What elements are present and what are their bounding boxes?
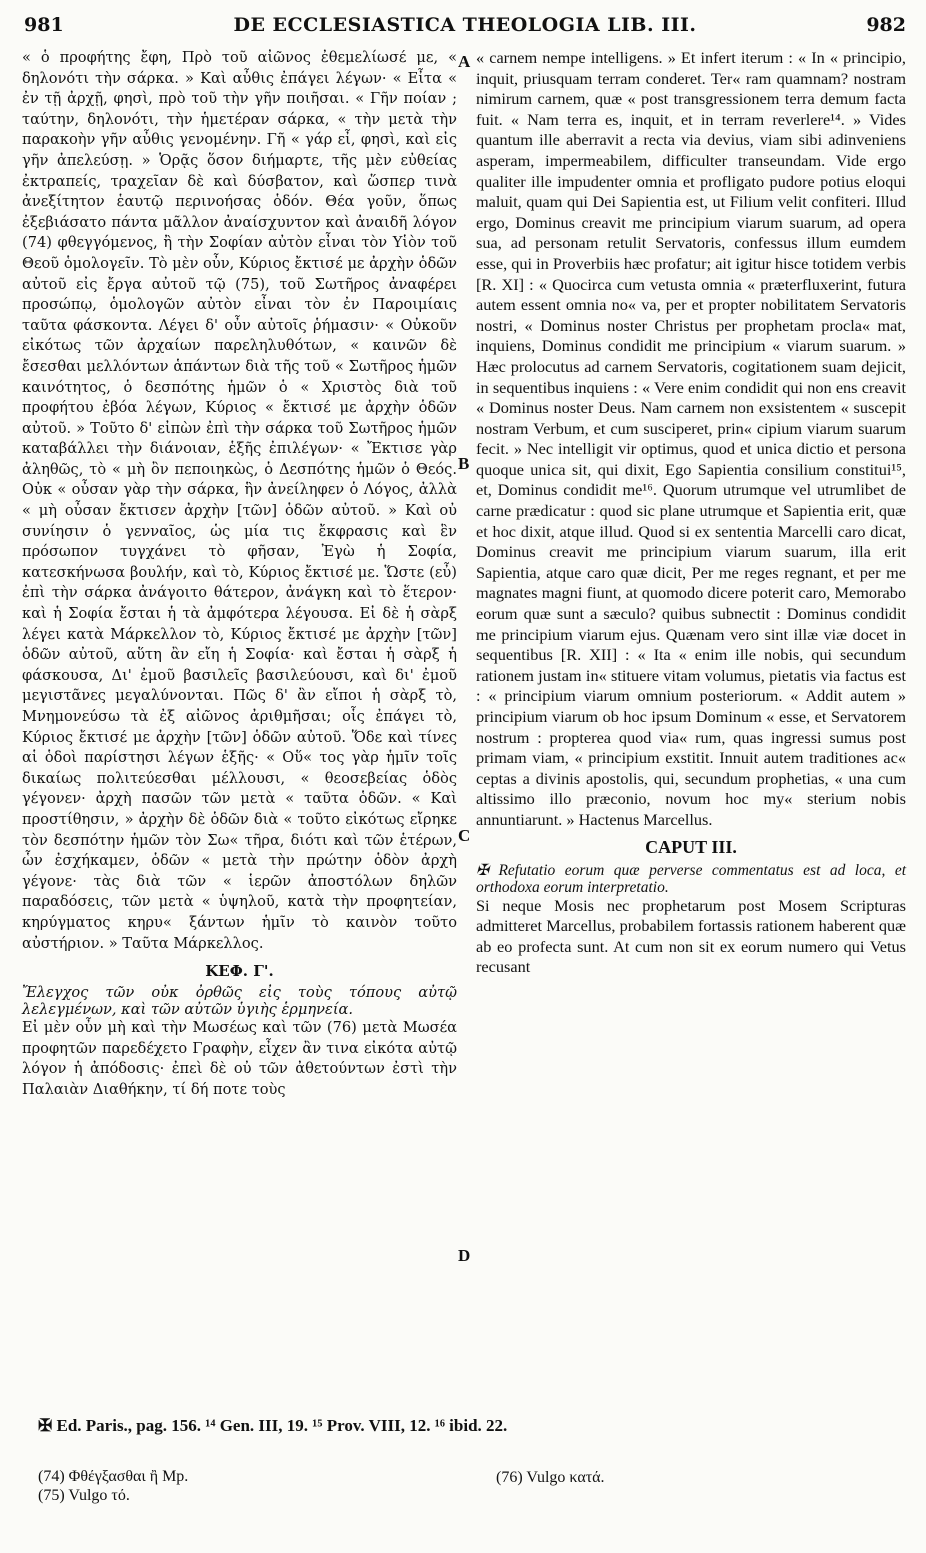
greek-chapter-text: Εἰ μὲν οὖν μὴ καὶ τὴν Μωσέως καὶ τῶν (76) μετὰ Μωσέα προφητῶν παρεδέχετο Γραφὴν, εἶχεν ἂν τινα εἰκότα αὐτῷ λόγον ἡ ἀπόδοσις· ἐπεὶ δὲ οὐ τῶν ἀθετούντων ἐστὶ τὴν Παλαιὰν Διαθήκην, τί δή ποτε τοὺς: [22, 1019, 457, 1098]
margin-letter-a: A: [458, 52, 471, 71]
latin-chapter-subtitle: ✠ Refutatio eorum quæ perverse commentatus est ad loca, et orthodoxa eorum interpretatio.: [476, 861, 906, 896]
footnote-references: ✠ Ed. Paris., pag. 156. ¹⁴ Gen. III, 19. ¹⁵ Prov. VIII, 12. ¹⁶ ibid. 22.: [38, 1416, 508, 1435]
page-number-right: 982: [866, 14, 906, 36]
page-number-left: 981: [24, 14, 64, 36]
latin-chapter-heading: CAPUT III.: [645, 836, 737, 857]
greek-chapter-heading: ΚΕΦ. Γ'.: [205, 962, 274, 981]
margin-letter-d: D: [458, 1246, 471, 1265]
margin-letter-c: C: [458, 826, 471, 845]
textual-notes-right: [496, 1469, 605, 1487]
greek-chapter-subtitle: Ἔλεγχος τῶν οὐκ ὀρθῶς εἰς τοὺς τόπους αὐτῷ λελεγμένων, καὶ τῶν αὐτῶν ὑγιὴς ἑρμηνεία.: [22, 984, 457, 1019]
greek-body-text: « ὁ προφήτης ἔφη, Πρὸ τοῦ αἰῶνος ἐθεμελίωσέ με, « δηλονότι τὴν σάρκα. » Καὶ αὖθις ἐπάγει λέγων· « Εἶτα « ἐν τῇ ἀρχῇ, φησὶ, πρὸ τοῦ τὴν γῆν ποιῆσαι. « Γῆν ποίαν ; ταύτην, δηλονότι, τὴν ἡμετέραν σάρκα, « τὴν μετὰ τὴν παρακοὴν γῆν αὖθις γενομένην. Γῆ « γάρ εἶ, φησὶ, καὶ εἰς γῆν ἀπελεύσῃ. » Ὁρᾷς ὅσον διήμαρτε, τῆς μὲν εὐθείας ἐκτραπείς, τραχεῖαν δὲ καὶ δύσβατον, καὶ ὥσπερ τινὰ ἀνεξίτητον ἑαυτῷ περινοήσας ὁδόν. Θέα γοῦν, ὅπως ἐξεβιάσατο πάντα μᾶλλον ἀναίσχυντον καὶ ἀναιδῆ λόγον (74) φθεγγόμενος, ἢ τὴν Σοφίαν αὐτὸν εἶναι τὸν Υἱὸν τοῦ Θεοῦ ὁμολογεῖν. Τὸ μὲν οὖν, Κύριος ἔκτισέ με ἀρχὴν ὁδῶν αὐτοῦ εἰς ἔργα αὐτοῦ τῷ (75), τοῦ Σωτῆρος ἀναφέρει προσώπῳ, ὁμολογῶν αὐτὸν εἶναι τὸν ἐν Παροιμίαις ταῦτα φάσκοντα. Λέγει δ' οὖν αὐτοῖς ῥήμασιν· « Οὐκοῦν εἰκότως τῶν ἀρχαίων παρεληλυθότων, « καινῶν δὲ ἔσεσθαι μελλόντων ἁπάντων διὰ τῆς τοῦ « Σωτῆρος ἡμῶν καινότητος, ὁ δεσπότης ἡμῶν ὁ « Χριστὸς διὰ τοῦ προφήτου ἐβόα λέγων, Κύριος « ἔκτισέ με ἀρχὴν ὁδῶν αὐτοῦ. » Τοῦτο δ' εἰπὼν ἐπὶ τὴν σάρκα τοῦ Σωτῆρος ἡμῶν καταβάλλει τὴν διάνοιαν, ἑξῆς ἐπιλέγων· « Ἔκτισε γὰρ ἀληθῶς, τὸ « μὴ ὂν πεποιηκὼς, ὁ Δεσπότης ἡμῶν ὁ Θεός. Οὐκ « οὖσαν γὰρ τὴν σάρκα, ἣν ἀνείληφεν ὁ Λόγος, ἀλλὰ « μὴ οὖσαν ἔκτισεν ἀρχὴν [τῶν] ὁδῶν αὐτοῦ. » Καὶ οὐ συνίησιν ὁ γενναῖος, ὡς μία τις ἔκφρασις καὶ ἓν πρόσωπον τυγχάνει τὸ φῆσαν, Ἐγὼ ἡ Σοφία, κατεσκήνωσα βουλήν, καὶ τὸ, Κύριος ἔκτισέ με. Ὥστε (εὖ) ἐπὶ τὴν σάρκα ἀνάγοιτο θάτερον, ἀνάγκη καὶ τὸ ἕτερον· καὶ ἡ Σοφία ἔσται ἡ τὰ ἀμφότερα λέγουσα. Εἰ δὲ ἡ σὰρξ λέγει κατὰ Μάρκελλον τὸ, Κύριος ἔκτισέ με ἀρχὴν [τῶν] ὁδῶν αὐτοῦ, αὕτη ἂν εἴη ἡ Σοφία· καὶ ἔσται ἡ σὰρξ ἡ φάσκουσα, Δι' ἐμοῦ βασιλεῖς βασιλεύουσι, καὶ δι' ἐμοῦ μεγιστᾶνες μεγαλύνονται. Πῶς δ' ἂν εἴποι ἡ σὰρξ τὸ, Μνημονεύσω τὰ ἐξ αἰῶνος ἀριθμῆσαι; οἷς ἐπάγει τὸ, Κύριος ἔκτισέ με ἀρχὴν [τῶν] ὁδῶν αὐτοῦ. Ὅδε καὶ τίνες αἱ ὁδοὶ παρίστησι λέγων ἑξῆς· « Οὕ« τος γὰρ ἡμῖν τοῖς δικαίως πολιτεύεσθαι μέλλουσι, « θεοσεβείας ὁδὸς γέγονεν· ἀρχὴ πασῶν τῶν μετὰ « ταῦτα ὁδῶν. « Καὶ προστίθησιν, » ἀρχὴν δὲ ὁδῶν διὰ « τοῦτο εἰκότως εἴρηκε τὸν δεσπότην ἡμῶν τὸν Σω« τῆρα, διότι καὶ τῶν ἑτέρων, ὧν ἐσχήκαμεν, ὁδῶν « μετὰ τὴν πρώτην ὁδὸν ἀρχὴ γέγονε· τὰς διὰ τῶν « ἱερῶν ἀποστόλων δηλῶν παραδόσεις, τῶν μετὰ « ὑψηλοῦ, κατὰ τὴν προφητείαν, κηρύγματος κηρυ« ξάντων ἡμῖν τὸ καινὸν τοῦτο αὐστήριον. » Ταῦτα Μάρκελλος.: [22, 49, 458, 952]
running-header: [24, 14, 906, 42]
margin-letter-b: B: [458, 454, 470, 473]
latin-body-text: « carnem nempe intelligens. » Et infert iterum : « In « principio, inquit, priusquam terram conderet. Ter« ram quamnam? nostram nimirum carnem, quæ « post transgressionem terra demum facta fuit. « Nam terra es, inquit, et in terram reverlere¹⁴. » Vides quantum ille aberravit a recta via devius, viam sibi adinveniens asperam, impermeabilem, difficulter transeundam. Vide ergo qualiter ille impudenter omnia et profligato pudore potius eloqui maluit, quam qui Dei Sapientia est, ut Filium velit confiteri. Illud ergo, Dominus creavit me principium viarum suarum, ad opera sua, ad personam retulit Servatoris, confessus illum eumdem esse, qui in Proverbiis hæc profatur; ait igitur hisce totidem verbis [R. XI] : « Quocirca cum vetusta omnia « præterfluxerint, futura autem essent omnia no« va, per et propter nobilitatem Servatoris nostri, « Dominus noster Christus per prophetam procla« mat, inquiens, Dominus condidit me principium « viarum suarum. » Hæc prolocutus ad carnem Servatoris, cogitationem suam dejicit, in sequentibus inquiens : « Vere enim condidit qui non ens creavit « Dominus noster Deus. Nam carnem non exsistentem « suscepit nostram Verbum, et cum susciperet, prin« cipium viarum suarum fecit. » Nec intelligit vir optimus, quod et unica dictio et persona quoque unica sit, qui dixit, Ego Sapientia consilium constitui¹⁵, et, Dominus condidit me¹⁶. Quorum utrumque vel utrumlibet de carne prædicatur : quod sic plane utrumque et Sapientia erit, quæ et hoc dixit, atque illud. Quod si ex sententia Marcelli caro dicat, Dominus creavit me principium viarum suarum, illa erit Sapientia, atque caro quæ dicit, Per me reges regnant, et per me magnates magni fiunt, at quomodo dicere poterit caro, Memorabo eorum quæ sunt a sæculo? quibus subnectit : Dominus condidit me principium viarum ejus. Quænam vero sint illæ viæ docet in sequentibus [R. XII] : « Ita « enim ille nobis, qui secundum rationem justam in« stituere vitam volumus, pietatis via factus est : « principium viarum omnium posteriorum. « Addit autem » principium viarum ob hoc ipsum Dominum « esse, et Servatorem nostrum : propterea quod via« rum, quas ingressi sumus post primam viam, « principium exstitit. Innuit autem traditiones ac« ceptas a divinis apostolis, qui, secundum prophetias, « una cum altissimo illo præconio, novum hoc my« sterium nobis annuntiarunt. » Hactenus Marcellus.: [476, 48, 907, 829]
running-title: DE ECCLESIASTICA THEOLOGIA LIB. III.: [233, 14, 697, 36]
textual-notes-left: [38, 1467, 188, 1505]
note-76: (76) Vulgo κατά.: [496, 1469, 605, 1486]
latin-column: [476, 48, 906, 978]
greek-column: [22, 48, 457, 1101]
latin-chapter-text: Si neque Mosis nec prophetarum post Mosem Scripturas admitteret Marcellus, probabilem fortassis rationem haberent quæ ab eo profecta sunt. At cum non sit ex eorum numero qui Vetus recusant: [476, 895, 906, 977]
note-75: (75) Vulgo τό.: [38, 1487, 130, 1504]
note-74: (74) Φθέγξασθαι ἢ Mp.: [38, 1468, 189, 1485]
